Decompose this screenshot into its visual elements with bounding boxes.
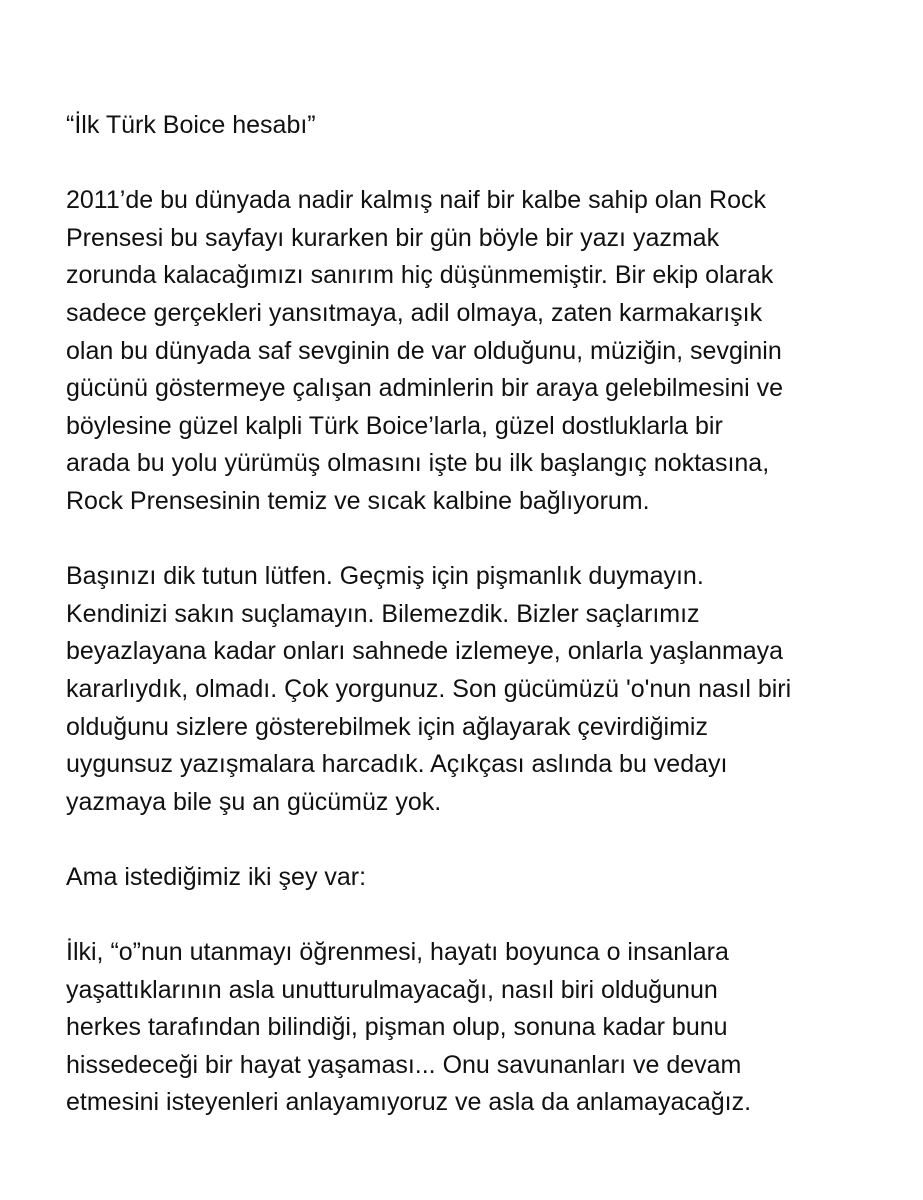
text-line: Rock Prensesinin temiz ve sıcak kalbine bağlıyorum. (66, 486, 650, 515)
text-line: böylesine güzel kalpli Türk Boice’larla, güzel dostluklarla bir (66, 411, 723, 440)
text-line: herkes tarafından bilindiği, pişman olup, sonuna kadar bunu (66, 1013, 728, 1042)
text-line: Kendinizi sakın suçlamayın. Bilemezdik. Bizler saçlarımız (66, 599, 700, 628)
text-line: hissedeceği bir hayat yaşaması... Onu savunanları ve devam (66, 1050, 742, 1079)
paragraph-1 (66, 182, 866, 520)
text-line: olduğunu sizlere gösterebilmek için ağlayarak çevirdiğimiz (66, 712, 708, 741)
document-body (66, 107, 866, 1160)
text-line: etmesini isteyenleri anlayamıyoruz ve asla da anlamayacağız. (66, 1088, 752, 1117)
title-text: “İlk Türk Boice hesabı” (66, 111, 316, 139)
text-line: olan bu dünyada saf sevginin de var olduğunu, müziğin, sevginin (66, 336, 782, 365)
text-line: uygunsuz yazışmalara harcadık. Açıkçası aslında bu vedayı (66, 750, 728, 779)
text-line: yaşattıklarının asla unutturulmayacağı, nasıl biri olduğunun (66, 975, 718, 1004)
text-line: beyazlayana kadar onları sahnede izlemeye, onlarla yaşlanmaya (66, 637, 784, 666)
text-line: İlki, “o”nun utanmayı öğrenmesi, hayatı boyunca o insanlara (66, 938, 729, 967)
paragraph-2 (66, 558, 866, 821)
text-line: sadece gerçekleri yansıtmaya, adil olmaya, zaten karmakarışık (66, 298, 763, 327)
text-line: kararlıydık, olmadı. Çok yorgunuz. Son gücümüzü 'o'nun nasıl biri (66, 674, 792, 703)
paragraph-3 (66, 859, 866, 897)
text-line: zorunda kalacağımızı sanırım hiç düşünmemiştir. Bir ekip olarak (66, 261, 774, 290)
paragraph-4 (66, 934, 866, 1122)
text-line: Başınızı dik tutun lütfen. Geçmiş için pişmanlık duymayın. (66, 562, 704, 591)
text-line: 2011’de bu dünyada nadir kalmış naif bir kalbe sahip olan Rock (66, 186, 766, 215)
text-line: Prensesi bu sayfayı kurarken bir gün böyle bir yazı yazmak (66, 223, 720, 252)
text-line: Ama istediğimiz iki şey var: (66, 862, 367, 891)
document-title (66, 107, 866, 145)
text-line: yazmaya bile şu an gücümüz yok. (66, 787, 442, 816)
text-line: gücünü göstermeye çalışan adminlerin bir araya gelebilmesini ve (66, 374, 784, 403)
text-line: arada bu yolu yürümüş olmasını işte bu ilk başlangıç noktasına, (66, 449, 770, 478)
